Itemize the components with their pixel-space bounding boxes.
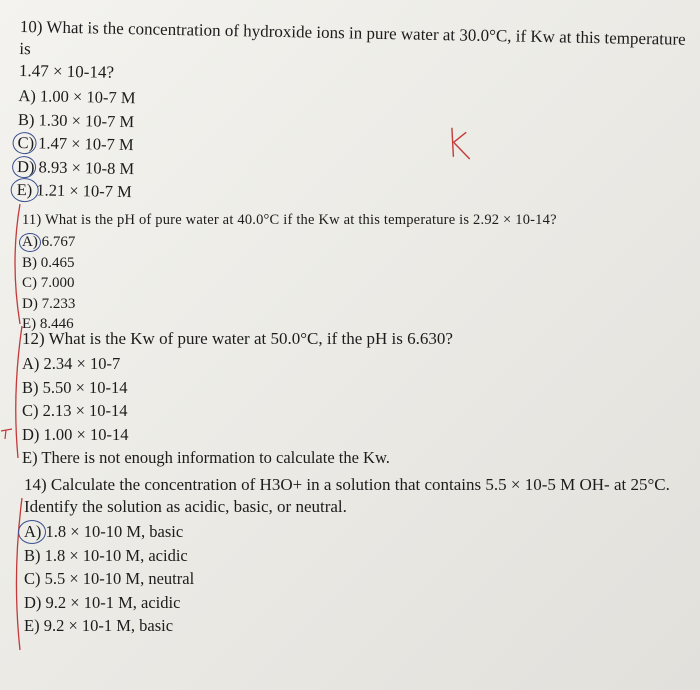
question-12-stem: 12) What is the Kw of pure water at 50.0°C, if the pH is 6.630? (22, 329, 453, 348)
question-11-option-b[interactable]: B) 0.465 (22, 254, 75, 271)
question-11 (22, 210, 686, 335)
question-10-stem-line1: 10) What is the concentration of hydroxide ions in pure water at 30.0°C, if Kw at this temperature is (19, 16, 686, 59)
question-12-option-b[interactable]: B) 5.50 × 10-14 (22, 377, 128, 397)
question-14-option-e[interactable]: E) 9.2 × 10-1 M, basic (24, 616, 174, 635)
question-11-stem: 11) What is the pH of pure water at 40.0°C if the Kw at this temperature is 2.92 × 10-14? (22, 212, 557, 228)
question-12-option-c[interactable]: C) 2.13 × 10-14 (22, 401, 128, 420)
pencil-tick-mark (0, 427, 14, 441)
question-14 (24, 474, 686, 638)
question-12-option-e[interactable]: E) There is not enough information to calculate the Kw. (22, 448, 390, 467)
question-10-stem-line2: 1.47 × 10-14? (18, 60, 115, 82)
question-10 (16, 16, 685, 214)
question-10-option-e[interactable]: E) 1.21 × 10-7 M (16, 178, 682, 214)
question-12-option-a[interactable]: A) 2.34 × 10-7 (22, 354, 121, 373)
question-12-option-d[interactable]: D) 1.00 × 10-14 (22, 423, 686, 447)
question-14-option-d[interactable]: D) 9.2 × 10-1 M, acidic (24, 592, 181, 612)
question-11-option-d[interactable]: D) 7.233 (22, 295, 76, 312)
question-11-option-c[interactable]: C) 7.000 (22, 275, 75, 291)
question-10-option-b[interactable]: B) 1.30 × 10-7 M (17, 109, 135, 131)
question-12 (22, 328, 686, 470)
question-14-option-a[interactable]: A) 1.8 × 10-10 M, basic (24, 520, 686, 544)
question-14-option-c[interactable]: C) 5.5 × 10-10 M, neutral (24, 569, 195, 588)
question-10-option-a[interactable]: A) 1.00 × 10-7 M (18, 85, 136, 108)
question-14-stem-line2: Identify the solution as acidic, basic, or neutral. (24, 497, 347, 516)
question-14-stem-line1: 14) Calculate the concentration of H3O+ in a solution that contains 5.5 × 10-5 M OH- at 25°C. (24, 475, 670, 494)
question-11-option-a[interactable]: A) 6.767 (22, 232, 686, 253)
question-10-option-c[interactable]: C) 1.47 × 10-7 M (17, 131, 683, 167)
question-11-option-e[interactable]: E) 8.446 (22, 316, 74, 332)
question-14-option-b[interactable]: B) 1.8 × 10-10 M, acidic (24, 545, 188, 565)
question-10-option-d[interactable]: D) 8.93 × 10-8 M (17, 154, 683, 190)
